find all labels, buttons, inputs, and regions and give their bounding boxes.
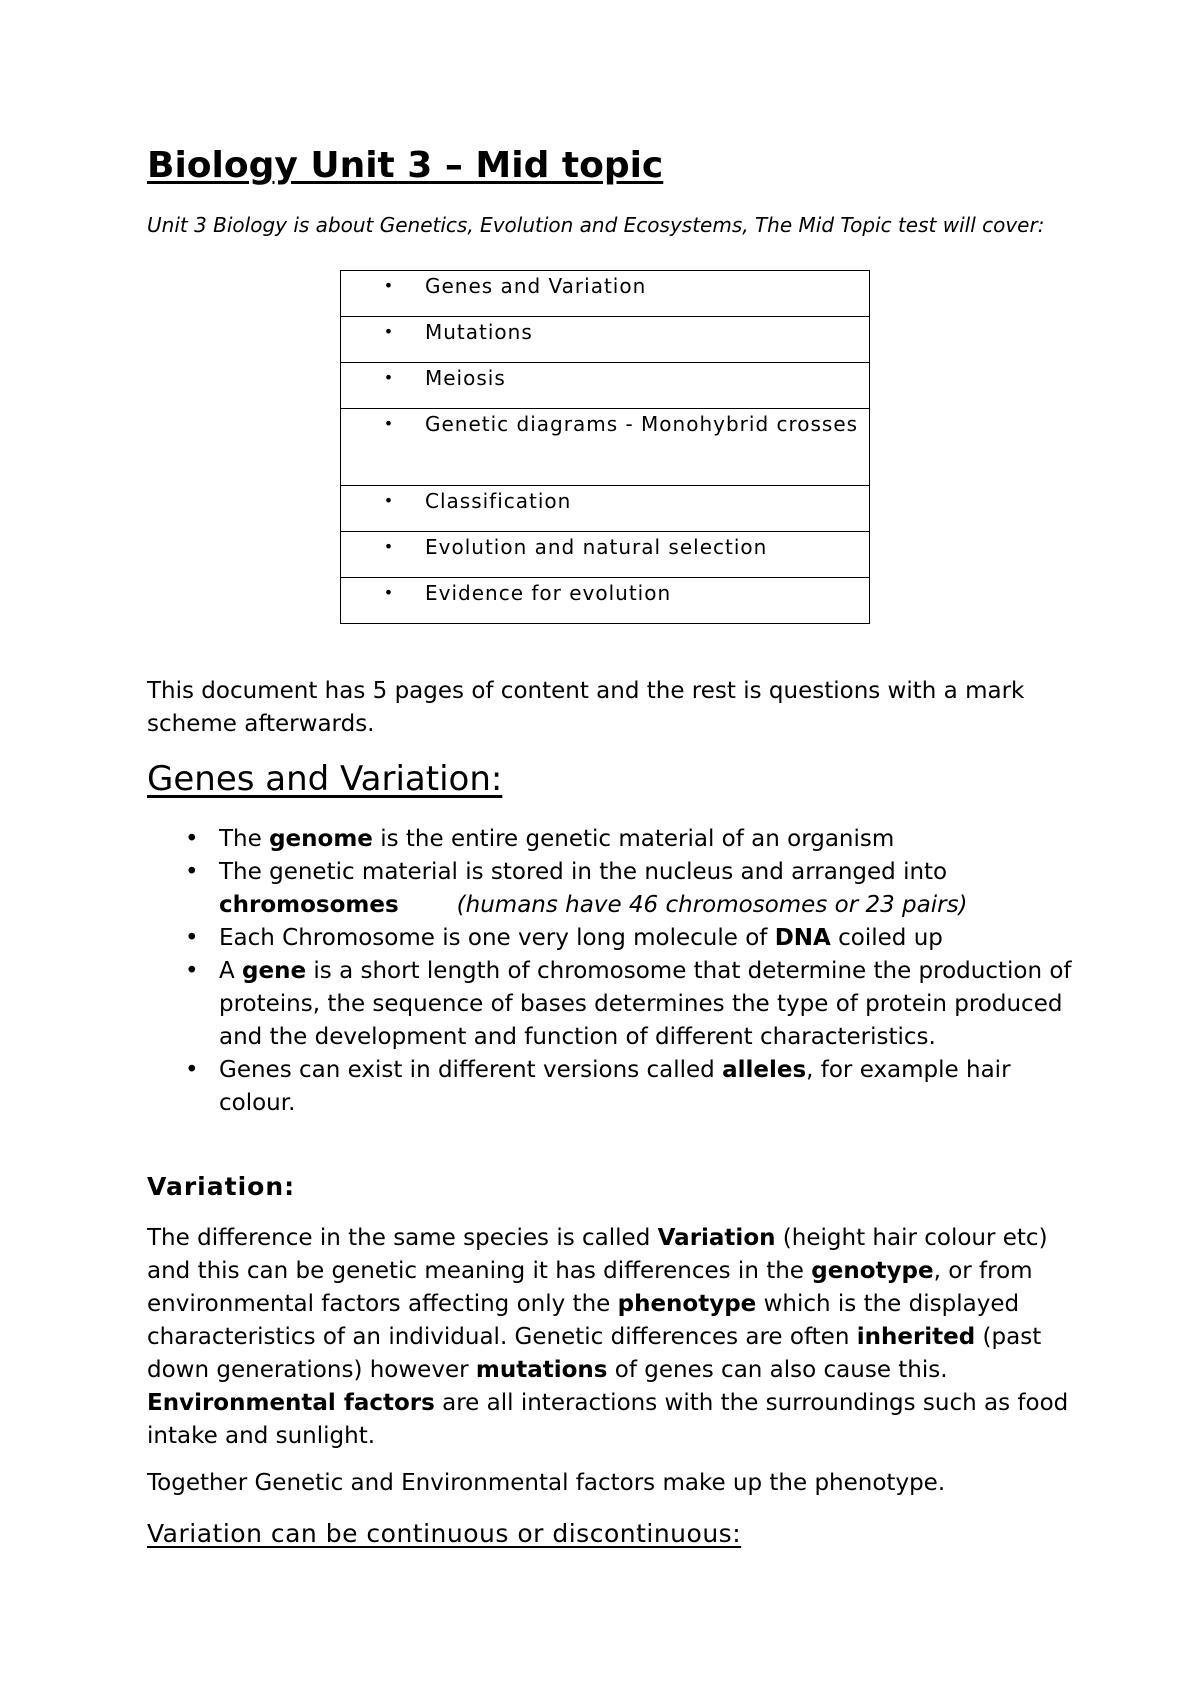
term-mutations: mutations: [475, 1357, 608, 1383]
topic-label: Genes and Variation: [425, 274, 647, 298]
bullet-icon: •: [383, 322, 395, 341]
topics-table: [340, 270, 870, 624]
variation-paragraph: The difference in the same species is called Variation (height hair colour etc) and this can be genetic meaning it has differences in the genotype, or from environmental factors affecting only the phenotype which is the displayed characteristics of an individual. Genetic differences are often inherited (past down generations) however mutations of genes can also cause this. Environmental factors are all interactions with the surroundings such as food intake and sunlight.: [147, 1225, 1069, 1449]
topic-label: Genetic diagrams - Monohybrid crosses: [425, 412, 859, 436]
table-row: [341, 363, 870, 409]
term-dna: DNA: [774, 925, 831, 951]
topic-label: Evidence for evolution: [425, 581, 672, 605]
term-genome: genome: [269, 826, 373, 852]
bullet-icon: •: [185, 826, 199, 852]
bullet-icon: •: [383, 537, 395, 556]
bullet-icon: •: [185, 1057, 199, 1083]
table-row: [341, 317, 870, 363]
chromosome-note: (humans have 46 chromosomes or 23 pairs): [456, 892, 968, 918]
table-row: [341, 409, 870, 486]
bullet-icon: •: [383, 583, 395, 602]
genes-variation-heading: Genes and Variation:: [147, 759, 503, 799]
list-item: • The genetic material is stored in the nucleus and arranged into chromosomes (humans have 46 chromosomes or 23 pairs): [147, 856, 1077, 922]
topic-label: Meiosis: [425, 366, 506, 390]
document-note: This document has 5 pages of content and the rest is questions with a mark scheme afterwards.: [147, 678, 1025, 737]
term-gene: gene: [242, 958, 307, 984]
genes-bullet-list: [147, 823, 1077, 1120]
continuous-discontinuous-heading: Variation can be continuous or discontinuous:: [147, 1519, 742, 1548]
table-row: [341, 271, 870, 317]
list-item: • A gene is a short length of chromosome that determine the production of proteins, the sequence of bases determines the type of protein produced and the development and function of different characteristics.: [147, 955, 1077, 1054]
term-alleles: alleles: [722, 1057, 807, 1083]
bullet-icon: •: [383, 276, 395, 295]
variation-heading: Variation:: [147, 1172, 296, 1201]
list-item: • Each Chromosome is one very long molecule of DNA coiled up: [147, 922, 1077, 955]
bullet-icon: •: [185, 859, 199, 885]
list-item: • Genes can exist in different versions called alleles, for example hair colour.: [147, 1054, 1077, 1120]
bullet-icon: •: [185, 958, 199, 984]
term-environmental-factors: Environmental factors: [147, 1390, 435, 1416]
bullet-icon: •: [185, 925, 199, 951]
topic-label: Classification: [425, 489, 572, 513]
table-row: [341, 486, 870, 532]
term-chromosomes: chromosomes: [219, 892, 399, 918]
table-row: [341, 578, 870, 624]
bullet-icon: •: [383, 491, 395, 510]
table-row: [341, 532, 870, 578]
term-genotype: genotype: [811, 1258, 934, 1284]
list-item: • The genome is the entire genetic material of an organism: [147, 823, 1077, 856]
topic-label: Mutations: [425, 320, 533, 344]
term-phenotype: phenotype: [617, 1291, 757, 1317]
together-sentence: Together Genetic and Environmental factors make up the phenotype.: [147, 1470, 946, 1496]
document-title: Biology Unit 3 – Mid topic: [147, 145, 664, 186]
term-variation: Variation: [657, 1225, 776, 1251]
bullet-icon: •: [383, 414, 395, 433]
term-inherited: inherited: [856, 1324, 976, 1350]
bullet-icon: •: [383, 368, 395, 387]
intro-text: Unit 3 Biology is about Genetics, Evolution and Ecosystems, The Mid Topic test will cover:: [147, 213, 1045, 237]
topic-label: Evolution and natural selection: [425, 535, 768, 559]
